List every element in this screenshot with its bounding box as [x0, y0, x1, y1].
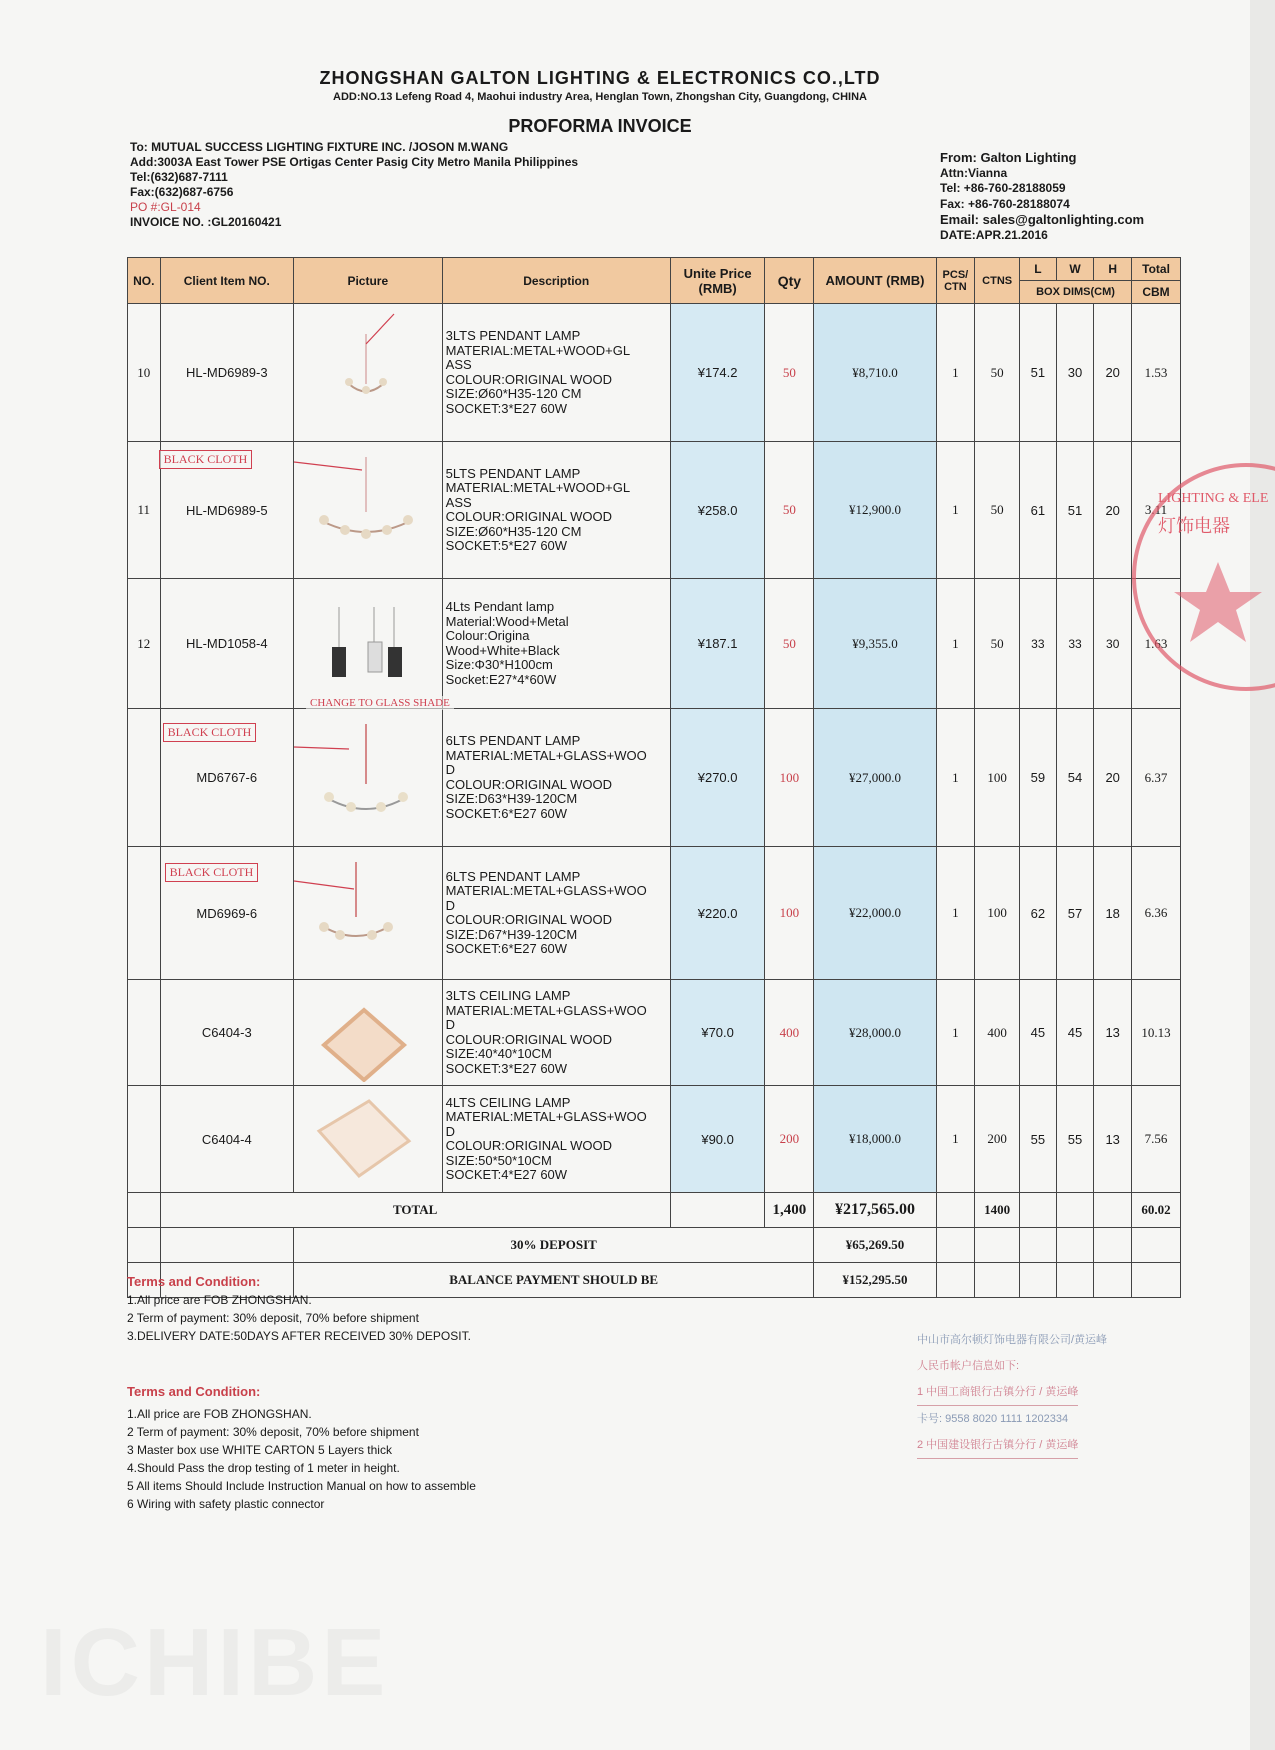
row-h: 30: [1094, 579, 1132, 709]
row-no: 11: [128, 442, 161, 579]
invoice-number: INVOICE NO. :GL20160421: [130, 215, 282, 229]
terms-heading: Terms and Condition:: [127, 1384, 261, 1399]
table-row: [128, 847, 1181, 980]
row-price: ¥258.0: [670, 442, 765, 579]
row-pcs: 1: [936, 442, 975, 579]
col-picture: Picture: [293, 258, 442, 304]
row-qty: 50: [765, 304, 814, 442]
row-ctns: 50: [975, 442, 1020, 579]
bank-info-note: 中山市高尔顿灯饰电器有限公司/黄运峰 人民币帐户信息如下: 1 中国工商银行古镇分行 / 黄运峰 卡号: 9558 8020 1111 1202334 2 中国建设银行古镇分行 / 黄运峰: [917, 1327, 1157, 1459]
row-w: 55: [1056, 1086, 1094, 1193]
total-amount: ¥217,565.00: [814, 1193, 936, 1228]
row-pcs: 1: [936, 709, 975, 847]
pendant-lamp-image: [294, 304, 440, 438]
row-qty: 200: [765, 1086, 814, 1193]
row-cbm: 6.37: [1132, 709, 1181, 847]
row-amount: ¥28,000.0: [814, 980, 936, 1086]
table-row: [128, 1086, 1181, 1193]
sender-block: [940, 150, 1144, 243]
row-pcs: 1: [936, 579, 975, 709]
terms-item: 4.Should Pass the drop testing of 1 meter in height.: [127, 1461, 400, 1475]
row-cbm: 3.11: [1132, 442, 1181, 579]
terms-heading: Terms and Condition:: [127, 1274, 261, 1289]
row-item: HL-MD6989-3: [160, 304, 293, 442]
terms-item: 1.All price are FOB ZHONGSHAN.: [127, 1407, 312, 1421]
row-item: C6404-3: [160, 980, 293, 1086]
row-amount: ¥12,900.0: [814, 442, 936, 579]
stamp-text: LIGHTING & ELE: [1158, 491, 1269, 506]
total-ctns: 1400: [975, 1193, 1020, 1228]
row-description: 4Lts Pendant lamp Material:Wood+Metal Colour:Origina Wood+White+Black Size:Φ30*H100cm Socket:E27*4*60W: [442, 579, 670, 709]
col-box-dims: BOX DIMS(CM): [1020, 281, 1132, 304]
table-row: [128, 579, 1181, 709]
recipient-address: Add:3003A East Tower PSE Ortigas Center Pasig City Metro Manila Philippines: [130, 155, 579, 169]
table-row: [128, 304, 1181, 442]
row-l: 61: [1020, 442, 1057, 579]
row-item: C6404-4: [160, 1086, 293, 1193]
row-w: 51: [1056, 442, 1094, 579]
col-cbm: CBM: [1132, 281, 1181, 304]
col-total: Total: [1132, 258, 1181, 281]
deposit-row: [128, 1228, 1181, 1263]
recipient-name: To: MUTUAL SUCCESS LIGHTING FIXTURE INC. /JOSON M.WANG: [130, 140, 509, 154]
row-item: BLACK CLOTH MD6767-6: [160, 709, 293, 847]
terms-item: 1.All price are FOB ZHONGSHAN.: [127, 1293, 312, 1307]
row-qty: 100: [765, 847, 814, 980]
row-pcs: 1: [936, 980, 975, 1086]
row-picture: [293, 1086, 442, 1193]
row-price: ¥70.0: [670, 980, 765, 1086]
company-address: ADD:NO.13 Lefeng Road 4, Maohui industry Area, Henglan Town, Zhongshan City, Guangdong, CHINA: [333, 91, 867, 103]
annotation-tag: CHANGE TO GLASS SHADE: [306, 696, 454, 710]
annotation-tag: BLACK CLOTH: [159, 450, 253, 469]
row-h: 13: [1094, 980, 1132, 1086]
terms-item: 2 Term of payment: 30% deposit, 70% before shipment: [127, 1311, 419, 1325]
row-price: ¥90.0: [670, 1086, 765, 1193]
table-row: [128, 709, 1181, 847]
row-no: [128, 1086, 161, 1193]
sender-email: Email: sales@galtonlighting.com: [940, 212, 1145, 227]
row-item: HL-MD1058-4: [160, 579, 293, 709]
row-l: 45: [1020, 980, 1057, 1086]
annotation-tag: BLACK CLOTH: [163, 723, 257, 742]
row-cbm: 7.56: [1132, 1086, 1181, 1193]
row-amount: ¥9,355.0: [814, 579, 936, 709]
row-h: 20: [1094, 304, 1132, 442]
balance-amount: ¥152,295.50: [814, 1263, 936, 1298]
terms-block-2: [127, 1383, 476, 1513]
row-qty: 50: [765, 442, 814, 579]
col-qty: Qty: [765, 258, 814, 304]
watermark-logo: ICHIBE: [40, 1609, 390, 1716]
row-ctns: 200: [975, 1086, 1020, 1193]
deposit-label: 30% DEPOSIT: [293, 1228, 813, 1263]
recipient-tel: Tel:(632)687-7111: [130, 170, 228, 184]
invoice-table: [127, 257, 1181, 1298]
company-name: ZHONGSHAN GALTON LIGHTING & ELECTRONICS CO.,LTD: [319, 68, 881, 88]
table-row: [128, 442, 1181, 579]
row-picture: [293, 980, 442, 1086]
row-ctns: 50: [975, 304, 1020, 442]
invoice-date: DATE:APR.21.2016: [940, 227, 1048, 242]
col-description: Description: [442, 258, 670, 304]
pendant-lamp-image: [294, 709, 440, 843]
row-ctns: 100: [975, 709, 1020, 847]
table-row: [128, 980, 1181, 1086]
total-row: [128, 1193, 1181, 1228]
row-ctns: 100: [975, 847, 1020, 980]
recipient-block: [130, 140, 578, 230]
row-cbm: 10.13: [1132, 980, 1181, 1086]
row-no: [128, 847, 161, 980]
row-picture: [293, 304, 442, 442]
pendant-lamp-image: [294, 442, 440, 575]
total-cbm: 60.02: [1132, 1193, 1181, 1228]
sender-name: From: Galton Lighting: [940, 150, 1077, 165]
col-w: W: [1056, 258, 1094, 281]
row-l: 33: [1020, 579, 1057, 709]
row-description: 3LTS CEILING LAMP MATERIAL:METAL+GLASS+WOO D COLOUR:ORIGINAL WOOD SIZE:40*40*10CM SOCKET:3*E27 60W: [442, 980, 670, 1086]
deposit-amount: ¥65,269.50: [814, 1228, 936, 1263]
row-no: [128, 980, 161, 1086]
col-no: NO.: [128, 258, 161, 304]
col-price: Unite Price (RMB): [670, 258, 765, 304]
row-h: 13: [1094, 1086, 1132, 1193]
row-w: 45: [1056, 980, 1094, 1086]
terms-item: 5 All items Should Include Instruction Manual on how to assemble: [127, 1479, 476, 1493]
row-price: ¥220.0: [670, 847, 765, 980]
row-price: ¥270.0: [670, 709, 765, 847]
col-pcs: PCS/ CTN: [936, 258, 975, 304]
page-edge: [1250, 0, 1275, 1750]
row-picture: [293, 579, 450, 709]
row-pcs: 1: [936, 847, 975, 980]
total-qty: 1,400: [765, 1193, 814, 1228]
row-qty: 50: [765, 579, 814, 709]
row-no: 12: [128, 579, 161, 709]
pendant-lamp-image: [294, 592, 440, 692]
row-price: ¥187.1: [670, 579, 765, 709]
row-ctns: 400: [975, 980, 1020, 1086]
col-item: Client Item NO.: [160, 258, 293, 304]
balance-label: BALANCE PAYMENT SHOULD BE: [293, 1263, 813, 1298]
row-l: 62: [1020, 847, 1057, 980]
terms-item: 3 Master box use WHITE CARTON 5 Layers thick: [127, 1443, 392, 1457]
total-label: TOTAL: [160, 1193, 670, 1228]
sender-fax: Fax: +86-760-28188074: [940, 196, 1070, 211]
po-number: PO #:GL-014: [130, 200, 201, 214]
terms-item: 2 Term of payment: 30% deposit, 70% before shipment: [127, 1425, 419, 1439]
row-picture: [293, 442, 442, 579]
row-h: 18: [1094, 847, 1132, 980]
row-item: BLACK CLOTH HL-MD6989-5: [160, 442, 293, 579]
col-amount: AMOUNT (RMB): [814, 258, 936, 304]
terms-block-1: [127, 1273, 471, 1345]
row-qty: 400: [765, 980, 814, 1086]
row-cbm: 1.53: [1132, 304, 1181, 442]
row-description: 3LTS PENDANT LAMP MATERIAL:METAL+WOOD+GL ASS COLOUR:ORIGINAL WOOD SIZE:Ø60*H35-120 CM SOCKET:3*E27 60W: [442, 304, 670, 442]
row-pcs: 1: [936, 1086, 975, 1193]
row-no: 10: [128, 304, 161, 442]
row-cbm: 1.63: [1132, 579, 1181, 709]
terms-item: 3.DELIVERY DATE:50DAYS AFTER RECEIVED 30% DEPOSIT.: [127, 1329, 471, 1343]
row-picture: [293, 709, 442, 847]
row-amount: ¥8,710.0: [814, 304, 936, 442]
row-picture: [293, 847, 442, 980]
col-l: L: [1020, 258, 1057, 281]
row-h: 20: [1094, 442, 1132, 579]
pendant-lamp-image: [294, 847, 440, 976]
sender-attn: Attn:Vianna: [940, 165, 1008, 180]
recipient-fax: Fax:(632)687-6756: [130, 185, 234, 199]
row-l: 55: [1020, 1086, 1057, 1193]
row-cbm: 6.36: [1132, 847, 1181, 980]
row-amount: ¥18,000.0: [814, 1086, 936, 1193]
row-w: 33: [1056, 579, 1094, 709]
row-price: ¥174.2: [670, 304, 765, 442]
document-title: PROFORMA INVOICE: [508, 116, 692, 136]
row-description: 6LTS PENDANT LAMP MATERIAL:METAL+GLASS+WOO D COLOUR:ORIGINAL WOOD SIZE:D63*H39-120CM SOCKET:6*E27 60W: [442, 709, 670, 847]
ceiling-lamp-image: [294, 1086, 440, 1189]
row-amount: ¥27,000.0: [814, 709, 936, 847]
col-h: H: [1094, 258, 1132, 281]
annotation-tag: BLACK CLOTH: [165, 863, 259, 882]
row-item: BLACK CLOTH MD6969-6: [160, 847, 293, 980]
row-w: 54: [1056, 709, 1094, 847]
row-pcs: 1: [936, 304, 975, 442]
row-l: 59: [1020, 709, 1057, 847]
row-description: 6LTS PENDANT LAMP MATERIAL:METAL+GLASS+WOO D COLOUR:ORIGINAL WOOD SIZE:D67*H39-120CM SOCKET:6*E27 60W: [442, 847, 670, 980]
row-w: 30: [1056, 304, 1094, 442]
row-description: 5LTS PENDANT LAMP MATERIAL:METAL+WOOD+GL ASS COLOUR:ORIGINAL WOOD SIZE:Ø60*H35-120 CM SOCKET:5*E27 60W: [442, 442, 670, 579]
row-no: [128, 709, 161, 847]
row-h: 20: [1094, 709, 1132, 847]
company-stamp-icon: [1118, 452, 1275, 702]
terms-item: 6 Wiring with safety plastic connector: [127, 1497, 325, 1511]
sender-tel: Tel: +86-760-28188059: [940, 181, 1066, 195]
row-qty: 100: [765, 709, 814, 847]
row-description: 4LTS CEILING LAMP MATERIAL:METAL+GLASS+WOO D COLOUR:ORIGINAL WOOD SIZE:50*50*10CM SOCKET:4*E27 60W: [442, 1086, 670, 1193]
ceiling-lamp-image: [294, 980, 440, 1082]
stamp-chinese-text: 灯饰电器: [1158, 516, 1230, 537]
col-ctns: CTNS: [975, 258, 1020, 304]
row-ctns: 50: [975, 579, 1020, 709]
row-amount: ¥22,000.0: [814, 847, 936, 980]
row-l: 51: [1020, 304, 1057, 442]
row-w: 57: [1056, 847, 1094, 980]
